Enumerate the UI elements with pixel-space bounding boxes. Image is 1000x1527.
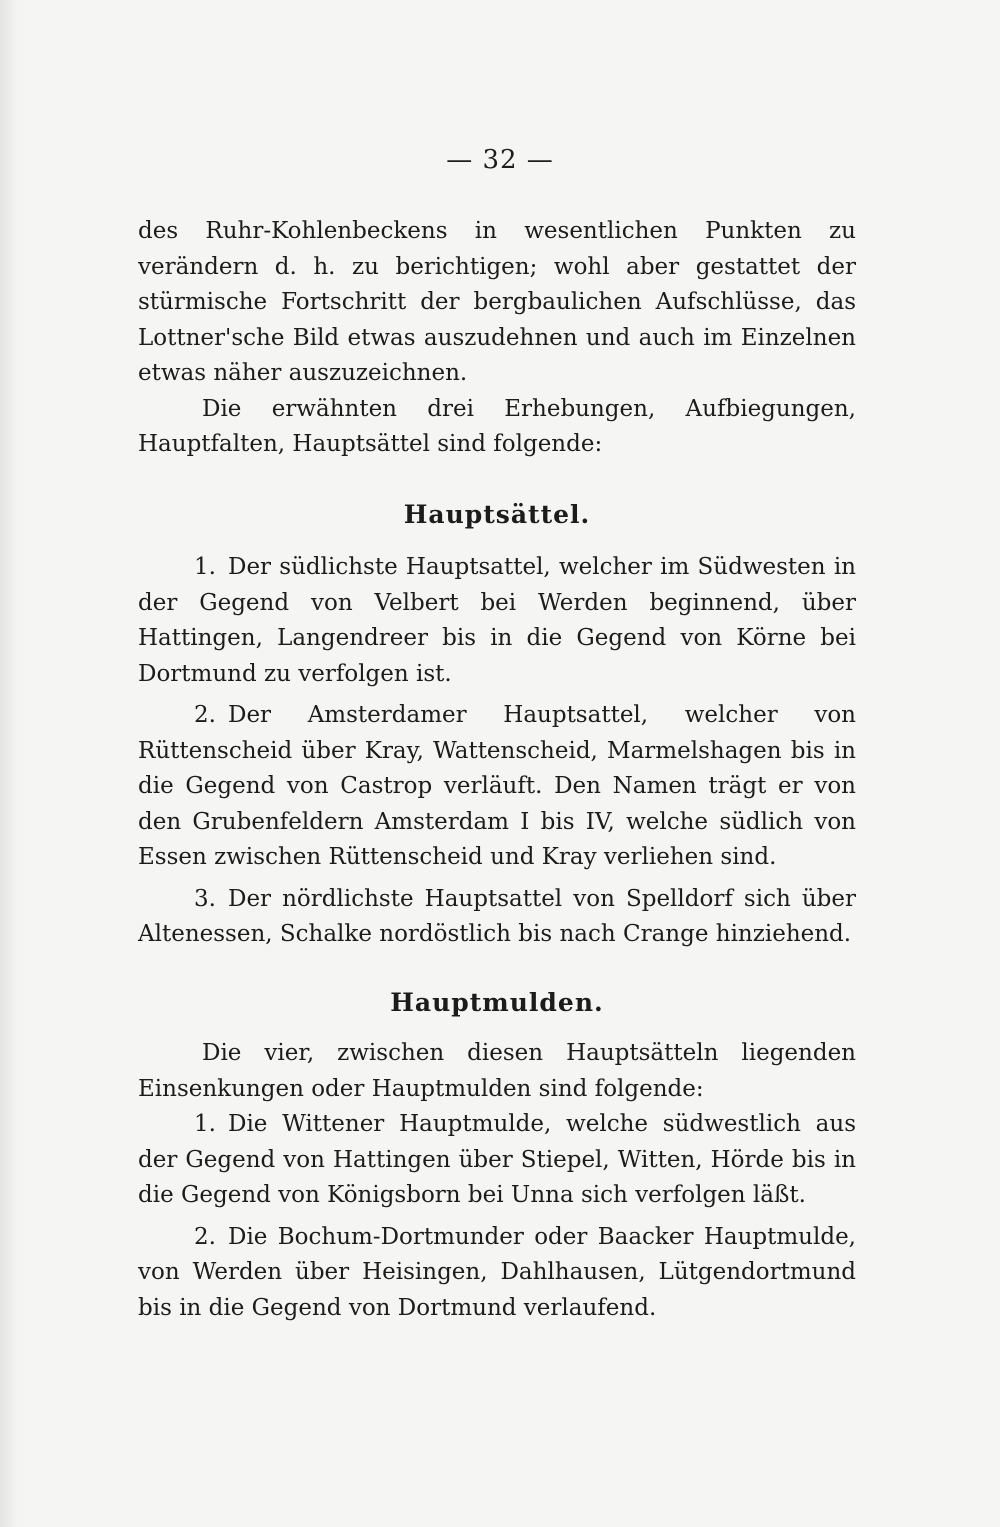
list-item-text: Der südlichste Hauptsattel, welcher im Südwesten in der Gegend von Velbert bei Werden beginnend, über Hattingen, Langendreer bis in die Gegend von Körne bei Dortmund zu verfolgen ist.: [138, 554, 856, 687]
mulden-lead-paragraph: Die vier, zwischen diesen Hauptsätteln liegenden Einsenkungen oder Hauptmulden sind folgende:: [138, 1040, 856, 1102]
list-item: [138, 550, 856, 692]
list-item-number: 1.: [194, 1111, 216, 1137]
page-number: — 32 —: [446, 145, 554, 175]
list-item-number: 2.: [194, 1223, 216, 1250]
list-item-text: Die Wittener Hauptmulde, welche südwestlich aus der Gegend von Hattingen über Stiepel, Witten, Hörde bis in die Gegend von Königsborn bei Unna sich verfolgen läßt.: [138, 1111, 856, 1208]
list-item-text: Die Bochum-Dortmunder oder Baacker Hauptmulde, von Werden über Heisingen, Dahlhausen, Lütgendortmund bis in die Gegend von Dortmund verlaufend.: [138, 1223, 856, 1321]
lead-paragraph: Die erwähnten drei Erhebungen, Aufbiegungen, Hauptfalten, Hauptsättel sind folgende:: [138, 395, 856, 457]
list-item: [138, 698, 856, 876]
list-item: [138, 1220, 856, 1327]
list-item-number: 3.: [194, 885, 216, 912]
page-edge-shadow: [0, 0, 18, 1527]
heading-hauptmulden: Hauptmulden.: [390, 987, 604, 1017]
intro-paragraph: des Ruhr-Kohlenbeckens in wesentlichen Punkten zu verändern d. h. zu berichtigen; wohl aber gestattet der stürmische Fortschritt der bergbaulichen Aufschlüsse, das Lottner'sche Bild etwas auszudehnen und auch im Einzelnen etwas näher auszuzeichnen.: [138, 218, 856, 386]
list-item-number: 1.: [194, 554, 216, 580]
page-body: [138, 214, 856, 1332]
list-item-text: Der Amsterdamer Hauptsattel, welcher von Rüttenscheid über Kray, Wattenscheid, Marmelshagen bis in die Gegend von Castrop verläuft. Den Namen trägt er von den Grubenfeldern Amsterdam I bis IV, welche südlich von Essen zwischen Rüttenscheid und Kray verliehen sind.: [138, 702, 856, 870]
saettel-list: [138, 550, 856, 953]
mulden-list: [138, 1107, 856, 1326]
list-item: [138, 882, 856, 953]
list-item: [138, 1107, 856, 1214]
heading-hauptsaettel: Hauptsättel.: [403, 499, 591, 529]
list-item-text: Der nördlichste Hauptsattel von Spelldorf sich über Altenessen, Schalke nordöstlich bis nach Crange hinziehend.: [138, 885, 856, 947]
list-item-number: 2.: [194, 702, 216, 728]
